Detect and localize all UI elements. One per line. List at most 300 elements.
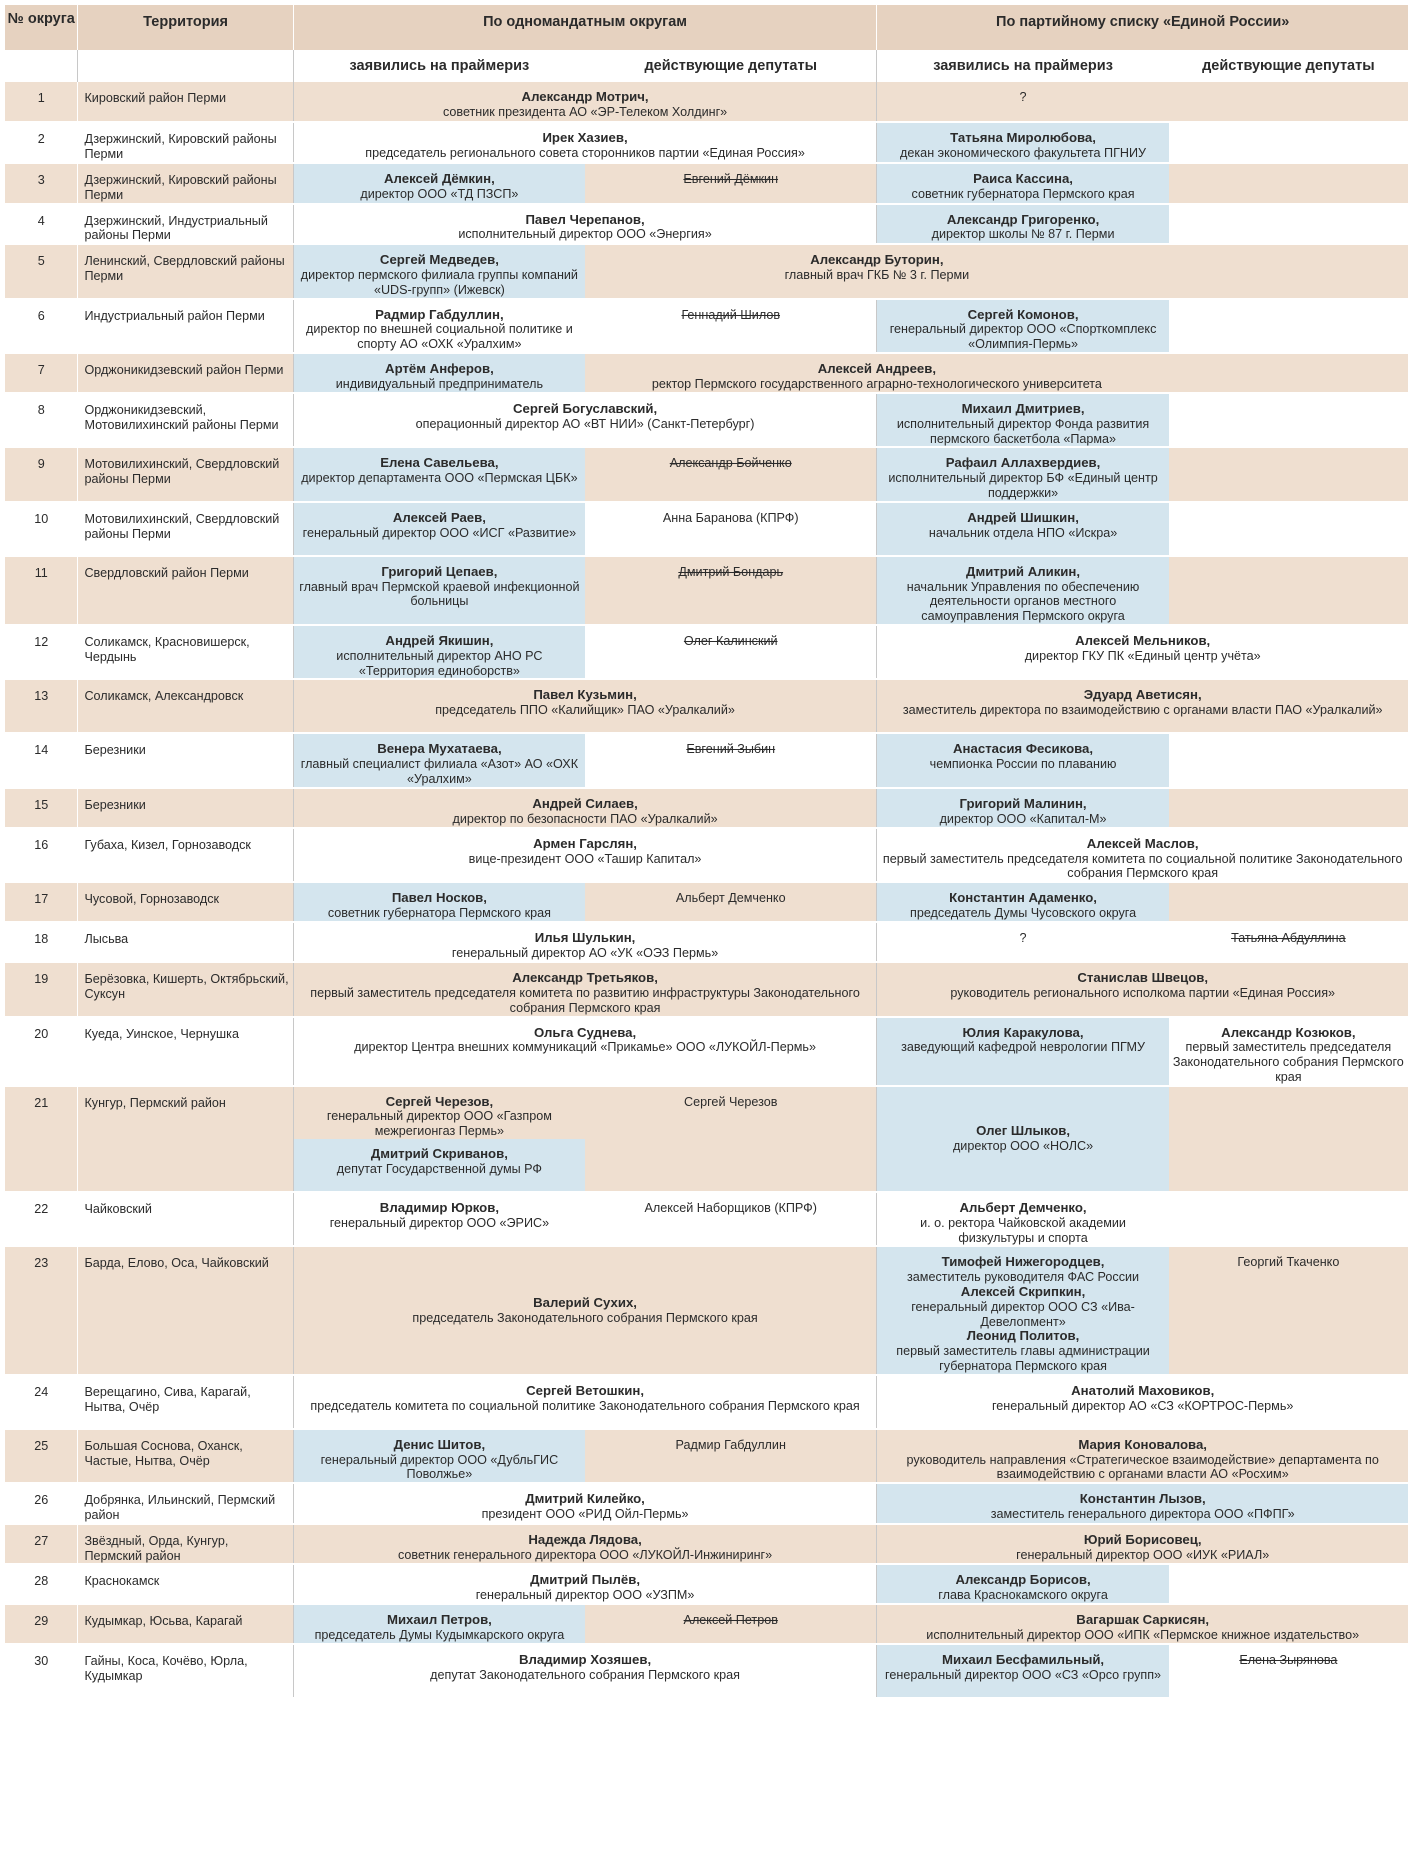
header-territory: Территория — [78, 5, 293, 50]
deputy-name: Анна Баранова (КПРФ) — [662, 510, 799, 525]
subheader-empty-number — [5, 50, 78, 82]
table-row — [5, 557, 1408, 624]
candidate-name: Михаил Петров, — [386, 1612, 492, 1628]
table-row — [5, 1525, 1408, 1564]
table-row — [5, 300, 1408, 352]
single-mandate-current-deputy — [585, 1605, 877, 1643]
party-list-current-deputy — [1169, 503, 1408, 555]
candidate-name: Андрей Шишкин, — [967, 509, 1079, 525]
candidate-name: Анастасия Фесикова, — [953, 741, 1094, 757]
candidate-position: генеральный директор ООО «ЭРИС» — [329, 1215, 550, 1230]
district-number: 16 — [5, 829, 78, 881]
party-list-current-deputy — [1169, 1087, 1408, 1191]
candidate-position: советник губернатора Пермского края — [327, 905, 551, 920]
districts-table-wrapper — [5, 5, 1408, 1699]
candidate-name: Радмир Габдуллин, — [375, 306, 504, 322]
candidate-name: Анатолий Маховиков, — [1071, 1382, 1215, 1398]
candidate-position: начальник Управления по обеспечению деятельности органов местного самоуправления Пермского округа — [906, 579, 1140, 624]
district-number: 14 — [5, 734, 78, 786]
candidate-name: Станислав Швецов, — [1077, 970, 1209, 986]
subheader-single-primary: заявились на праймериз — [293, 50, 585, 82]
candidate-position: депутат Государственной думы РФ — [336, 1161, 542, 1176]
table-row — [5, 734, 1408, 786]
district-number: 2 — [5, 123, 78, 162]
party-list-primary-candidate — [877, 164, 1169, 203]
candidate-name: Эдуард Аветисян, — [1083, 687, 1202, 703]
district-territory: Дзержинский, Индустриальный районы Перми — [78, 205, 293, 244]
candidate-position: председатель регионального совета сторонников партии «Единая Россия» — [365, 145, 805, 160]
former-deputy-name: Геннадий Шилов — [681, 307, 781, 322]
single-mandate-primary-candidate — [293, 883, 585, 921]
table-row — [5, 1565, 1408, 1603]
candidate-position: директор по безопасности ПАО «Уралкалий» — [452, 811, 718, 826]
table-row — [5, 394, 1408, 446]
candidate-position: генеральный директор ООО «УЗПМ» — [475, 1588, 695, 1603]
district-territory: Добрянка, Ильинский, Пермский район — [78, 1484, 293, 1523]
party-list-primary-candidate — [877, 734, 1169, 786]
district-territory: Мотовилихинский, Свердловский районы Перми — [78, 503, 293, 555]
candidate-position: и. о. ректора Чайковской академии физкультуры и спорта — [920, 1215, 1126, 1245]
candidate-name: Рафаил Аллахвердиев, — [945, 455, 1101, 471]
district-number: 18 — [5, 923, 78, 961]
party-list-candidate — [877, 1605, 1408, 1643]
candidate-position: генеральный директор ООО СЗ «Ива-Девелопмент» — [911, 1299, 1135, 1329]
party-list-primary-candidate — [877, 205, 1169, 244]
candidate-name: Олег Шлыков, — [976, 1123, 1071, 1139]
party-list-primary-candidate — [877, 123, 1169, 162]
candidate-name: Сергей Черезов, — [385, 1093, 494, 1109]
candidate-position: глава Краснокамского округа — [938, 1588, 1108, 1603]
candidate-position: председатель ППО «Калийщик» ПАО «Уралкалий» — [435, 703, 735, 718]
party-list-primary-candidate — [877, 448, 1169, 500]
single-mandate-candidate — [293, 1376, 877, 1428]
district-territory: Дзержинский, Кировский районы Перми — [78, 123, 293, 162]
table-row — [5, 448, 1408, 500]
candidate-position: исполнительный директор ООО «Энергия» — [458, 227, 712, 242]
party-list-current-deputy — [1169, 205, 1408, 244]
district-territory: Гайны, Коса, Кочёво, Юрла, Кудымкар — [78, 1645, 293, 1697]
candidate-name: Михаил Бесфамильный, — [942, 1652, 1105, 1668]
single-mandate-candidate — [293, 1645, 877, 1697]
candidate-name: Дмитрий Скриванов, — [370, 1146, 508, 1162]
single-mandate-primary-candidate — [293, 1087, 585, 1139]
candidate-position: операционный директор АО «ВТ НИИ» (Санкт-Петербург) — [415, 416, 755, 431]
single-mandate-current-deputy — [585, 557, 877, 624]
table-row — [5, 1247, 1408, 1373]
candidate-position: заведующий кафедрой неврологии ПГМУ — [901, 1040, 1146, 1055]
candidate-position: заместитель руководителя ФАС России — [907, 1270, 1140, 1285]
party-list-current-deputy — [1169, 1018, 1408, 1085]
candidate-name: Ольга Суднева, — [533, 1024, 637, 1040]
district-number: 12 — [5, 626, 78, 678]
district-territory: Орджоникидзевский район Перми — [78, 354, 293, 392]
candidate-position: руководитель направления «Стратегическое взаимодействие» департамента по взаимодействию с органами власти АО «Росхим» — [906, 1452, 1379, 1482]
party-list-primary-candidate — [877, 1087, 1169, 1191]
candidate-position: генеральный директор АО «СЗ «КОРТРОС-Пермь» — [991, 1398, 1294, 1413]
candidate-position: советник президента АО «ЭР-Телеком Холдинг» — [442, 104, 728, 119]
candidate-name: Григорий Малинин, — [959, 795, 1087, 811]
district-territory: Кировский район Перми — [78, 82, 293, 121]
candidate-position: генеральный директор ООО «ИУК «РИАЛ» — [1016, 1547, 1270, 1562]
candidate-name: Андрей Силаев, — [532, 795, 638, 811]
party-list-primary-candidate — [877, 300, 1169, 352]
party-list-current-deputy — [1169, 557, 1408, 624]
single-mandate-candidate — [293, 1565, 877, 1603]
single-mandate-primary-candidate — [293, 1193, 585, 1245]
district-territory: Большая Соснова, Оханск, Частые, Нытва, Очёр — [78, 1430, 293, 1482]
candidate-name: Татьяна Миролюбова, — [950, 130, 1096, 145]
candidate-name: Александр Третьяков, — [512, 970, 658, 986]
party-list-current-deputy — [1169, 394, 1408, 446]
table-row — [5, 1087, 1408, 1139]
party-list-candidate — [877, 1430, 1408, 1482]
single-mandate-candidate — [293, 1484, 877, 1523]
district-number: 5 — [5, 245, 78, 297]
subheader-party-primary: заявились на праймериз — [877, 50, 1169, 82]
candidate-name: Венера Мухатаева, — [377, 741, 502, 757]
candidate-name: Владимир Хозяшев, — [518, 1652, 652, 1668]
district-number: 23 — [5, 1247, 78, 1373]
party-list-primary-candidate — [877, 1018, 1169, 1085]
single-mandate-primary-candidate — [293, 1605, 585, 1643]
candidate-position: заместитель директора по взаимодействию с органами власти ПАО «Уралкалий» — [902, 703, 1383, 718]
district-territory: Соликамск, Александровск — [78, 680, 293, 732]
candidate-position: исполнительный директор Фонда развития пермского баскетбола «Парма» — [896, 416, 1150, 446]
district-number: 28 — [5, 1565, 78, 1603]
candidate-name: Дмитрий Килейко, — [525, 1491, 645, 1507]
party-list-primary-candidate — [877, 82, 1169, 121]
table-row — [5, 1018, 1408, 1085]
candidate-name: Александр Григоренко, — [946, 211, 1100, 227]
table-row — [5, 503, 1408, 555]
candidate-name: Александр Борисов, — [955, 1572, 1091, 1588]
candidate-name: Алексей Маслов, — [1086, 835, 1199, 851]
candidate-position: советник генерального директора ООО «ЛУКОЙЛ-Инжиниринг» — [397, 1547, 773, 1562]
subheader-empty-territory — [78, 50, 293, 82]
former-deputy-name: Дмитрий Бондарь — [678, 564, 784, 579]
candidate-name: Константин Лызов, — [1079, 1491, 1206, 1507]
candidate-position: депутат Законодательного собрания Пермского края — [430, 1668, 740, 1683]
former-deputy-name: Евгений Дёмкин — [683, 172, 779, 186]
table-row — [5, 164, 1408, 203]
candidate-name: Дмитрий Пылёв, — [530, 1572, 640, 1588]
district-number: 3 — [5, 164, 78, 203]
candidate-position: генеральный директор ООО «СЗ «Орсо групп» — [885, 1668, 1162, 1683]
table-row — [5, 963, 1408, 1015]
candidate-name: Сергей Ветошкин, — [526, 1382, 644, 1398]
single-mandate-primary-candidate — [293, 448, 585, 500]
deputy-name: Сергей Черезов — [684, 1094, 778, 1109]
party-list-current-deputy — [1169, 448, 1408, 500]
candidate-position: директор Центра внешних коммуникаций «Прикамье» ООО «ЛУКОЙЛ-Пермь» — [354, 1040, 816, 1055]
table-row — [5, 1376, 1408, 1428]
candidate-position: генеральный директор АО «УК «ОЭЗ Пермь» — [451, 945, 719, 960]
district-number: 17 — [5, 883, 78, 921]
candidate-name: Илья Шулькин, — [534, 930, 636, 946]
candidate-position: директор ООО «Капитал-М» — [939, 811, 1107, 826]
single-mandate-candidate — [293, 789, 877, 827]
district-territory: Куеда, Уинское, Чернушка — [78, 1018, 293, 1085]
candidate-name: Сергей Комонов, — [967, 306, 1079, 322]
candidate-position: председатель Думы Кудымкарского округа — [314, 1628, 565, 1643]
candidate-position: главный специалист филиала «Азот» АО «ОХК «Уралхим» — [300, 757, 579, 786]
single-mandate-primary-candidate — [293, 354, 585, 392]
party-list-candidate — [877, 680, 1408, 732]
table-row — [5, 626, 1408, 678]
candidate-position: генеральный директор ООО «ДубльГИС Поволжье» — [320, 1452, 559, 1482]
candidate-position: директор по внешней социальной политике и спорту АО «ОХК «Уралхим» — [306, 322, 573, 352]
candidate-position: директор школы № 87 г. Перми — [931, 227, 1115, 242]
candidate-position: исполнительный директор АНО РС «Территория единоборств» — [336, 648, 543, 678]
former-deputy-name: Евгений Зыбин — [686, 742, 776, 757]
district-territory: Берёзовка, Кишерть, Октябрьский, Суксун — [78, 963, 293, 1015]
party-list-primary-candidate — [877, 394, 1169, 446]
table-row — [5, 123, 1408, 162]
party-list-current-deputy — [1169, 1193, 1408, 1245]
single-mandate-current-deputy — [585, 300, 877, 352]
subheader-party-deputies: действующие депутаты — [1169, 50, 1408, 82]
candidate-name: Леонид Политов, — [966, 1328, 1080, 1344]
district-number: 9 — [5, 448, 78, 500]
header-party-list: По партийному списку «Единой России» — [877, 5, 1408, 50]
party-list-current-deputy — [1169, 883, 1408, 921]
district-number: 24 — [5, 1376, 78, 1428]
candidate-name: Надежда Лядова, — [528, 1531, 642, 1547]
party-list-primary-candidate — [877, 557, 1169, 624]
deputy-name: ? — [1019, 90, 1027, 104]
deputy-name: Радмир Габдуллин — [675, 1437, 786, 1452]
header-single-mandate: По одномандатным округам — [293, 5, 877, 50]
district-territory: Верещагино, Сива, Карагай, Нытва, Очёр — [78, 1376, 293, 1428]
table-row — [5, 1193, 1408, 1245]
district-number: 13 — [5, 680, 78, 732]
candidate-name: Александр Буторин, — [810, 252, 944, 268]
district-territory: Губаха, Кизел, Горнозаводск — [78, 829, 293, 881]
single-mandate-primary-candidate — [293, 300, 585, 352]
candidate-position: руководитель регионального исполкома партии «Единая Россия» — [950, 985, 1336, 1000]
candidate-position: председатель комитета по социальной политике Законодательного собрания Пермского края — [310, 1398, 860, 1413]
former-deputy-name: Татьяна Абдуллина — [1231, 931, 1346, 946]
party-list-candidate — [877, 1484, 1408, 1523]
party-list-current-deputy — [1169, 354, 1408, 392]
candidate-name: Юрий Борисовец, — [1083, 1531, 1202, 1547]
single-mandate-candidate — [293, 205, 877, 244]
party-list-primary-candidate — [877, 789, 1169, 827]
party-list-current-deputy — [1169, 789, 1408, 827]
district-territory: Дзержинский, Кировский районы Перми — [78, 164, 293, 203]
candidate-position: генеральный директор ООО «Спорткомплекс «Олимпия-Пермь» — [889, 322, 1157, 352]
party-list-primary-candidate — [877, 923, 1169, 961]
candidate-name: Тимофей Нижегородцев, — [941, 1254, 1105, 1270]
district-number: 29 — [5, 1605, 78, 1643]
row-separator-cell — [5, 1697, 1408, 1699]
single-mandate-candidate — [293, 680, 877, 732]
district-number: 7 — [5, 354, 78, 392]
candidate-name: Юлия Каракулова, — [962, 1024, 1084, 1040]
party-list-current-deputy — [1169, 923, 1408, 961]
single-mandate-primary-candidate — [293, 245, 585, 297]
district-number: 10 — [5, 503, 78, 555]
candidate-position: директор пермского филиала группы компаний «UDS-групп» (Ижевск) — [300, 267, 578, 297]
candidate-name: Валерий Сухих, — [533, 1294, 637, 1310]
former-deputy-name: Алексей Петров — [683, 1613, 778, 1628]
party-list-candidate — [877, 626, 1408, 678]
candidate-name: Мария Коновалова, — [1078, 1436, 1207, 1452]
district-number: 20 — [5, 1018, 78, 1085]
candidate-position: директор ООО «ТД ПЗСП» — [360, 186, 519, 201]
candidate-name: Денис Шитов, — [393, 1436, 486, 1452]
district-number: 15 — [5, 789, 78, 827]
single-mandate-current-deputy — [585, 164, 877, 203]
single-mandate-primary-candidate — [293, 1430, 585, 1482]
table-row — [5, 923, 1408, 961]
districts-table — [5, 5, 1408, 1699]
candidate-position: исполнительный директор ООО «ИПК «Пермское книжное издательство» — [926, 1628, 1360, 1643]
candidate-name: Ирек Хазиев, — [542, 130, 628, 145]
deputy-name: Алексей Наборщиков (КПРФ) — [644, 1201, 817, 1216]
party-list-current-deputy — [1169, 82, 1408, 121]
candidate-position: заместитель генерального директора ООО «ПФПГ» — [990, 1507, 1295, 1522]
candidate-position: главный врач Пермской краевой инфекционной больницы — [299, 579, 580, 609]
party-list-primary-candidate — [877, 1565, 1169, 1603]
table-row — [5, 1605, 1408, 1643]
candidate-name: Александр Козюков, — [1221, 1024, 1356, 1040]
candidate-position: директор ООО «НОЛС» — [952, 1138, 1094, 1153]
district-territory: Березники — [78, 734, 293, 786]
candidate-position: генеральный директор ООО «Газпром межрегионгаз Пермь» — [326, 1109, 552, 1139]
district-number: 1 — [5, 82, 78, 121]
candidate-name: Дмитрий Аликин, — [966, 563, 1081, 579]
district-territory: Звёздный, Орда, Кунгур, Пермский район — [78, 1525, 293, 1564]
single-mandate-current-deputy — [585, 354, 1169, 392]
party-list-current-deputy — [1169, 300, 1408, 352]
table-row — [5, 205, 1408, 244]
party-list-candidate — [877, 1376, 1408, 1428]
party-list-current-deputy — [1169, 1565, 1408, 1603]
party-list-candidate — [877, 829, 1408, 881]
district-territory: Чусовой, Горнозаводск — [78, 883, 293, 921]
single-mandate-primary-candidate — [293, 557, 585, 624]
single-mandate-candidate — [293, 123, 877, 162]
district-territory: Барда, Елово, Оса, Чайковский — [78, 1247, 293, 1373]
candidate-name: Артём Анферов, — [385, 360, 494, 376]
single-mandate-primary-candidate — [293, 164, 585, 203]
single-mandate-current-deputy — [585, 503, 877, 555]
table-row — [5, 829, 1408, 881]
candidate-name: Алексей Раев, — [392, 509, 486, 525]
district-territory: Свердловский район Перми — [78, 557, 293, 624]
single-mandate-current-deputy — [585, 1430, 877, 1482]
table-row — [5, 1430, 1408, 1482]
party-list-primary-candidate — [877, 503, 1169, 555]
candidate-position: вице-президент ООО «Ташир Капитал» — [468, 851, 702, 866]
district-territory: Соликамск, Красновишерск, Чердынь — [78, 626, 293, 678]
district-territory: Краснокамск — [78, 1565, 293, 1603]
subheader-single-deputies: действующие депутаты — [585, 50, 877, 82]
district-number: 6 — [5, 300, 78, 352]
district-number: 21 — [5, 1087, 78, 1191]
party-list-primary-candidate — [877, 1193, 1169, 1245]
single-mandate-current-deputy — [585, 245, 1169, 297]
candidate-name: Сергей Медведев, — [379, 252, 499, 268]
candidate-position: ректор Пермского государственного аграрно-технологического университета — [651, 376, 1102, 391]
candidate-name: Александр Мотрич, — [521, 89, 649, 104]
party-list-current-deputy — [1169, 164, 1408, 203]
single-mandate-candidate — [293, 82, 877, 121]
candidate-position: первый заместитель председателя комитета по развитию инфраструктуры Законодательного собрания Пермского края — [310, 985, 860, 1015]
candidate-position: главный врач ГКБ № 3 г. Перми — [784, 267, 970, 282]
candidate-name: Павел Носков, — [391, 890, 487, 906]
candidate-name: Константин Адаменко, — [949, 890, 1097, 906]
table-row — [5, 82, 1408, 121]
single-mandate-current-deputy — [585, 1087, 877, 1191]
district-number: 4 — [5, 205, 78, 244]
former-deputy-name: Олег Калинский — [683, 633, 778, 648]
candidate-name: Сергей Богуславский, — [512, 400, 658, 416]
single-mandate-primary-candidate — [293, 626, 585, 678]
district-number: 11 — [5, 557, 78, 624]
single-mandate-primary-candidate — [293, 1139, 585, 1191]
district-territory: Орджоникидзевский, Мотовилихинский районы Перми — [78, 394, 293, 446]
candidate-name: Алексей Мельников, — [1075, 632, 1211, 648]
district-number: 22 — [5, 1193, 78, 1245]
candidate-name: Михаил Дмитриев, — [961, 400, 1085, 416]
party-list-candidate — [877, 1525, 1408, 1564]
party-list-candidate — [877, 963, 1408, 1015]
district-number: 26 — [5, 1484, 78, 1523]
district-number: 25 — [5, 1430, 78, 1482]
single-mandate-candidate — [293, 829, 877, 881]
district-number: 30 — [5, 1645, 78, 1697]
table-row — [5, 883, 1408, 921]
single-mandate-primary-candidate — [293, 503, 585, 555]
district-territory: Мотовилихинский, Свердловский районы Перми — [78, 448, 293, 500]
candidate-position: исполнительный директор БФ «Единый центр поддержки» — [888, 471, 1158, 500]
district-number: 19 — [5, 963, 78, 1015]
party-list-current-deputy — [1169, 245, 1408, 297]
candidate-position: директор департамента ООО «Пермская ЦБК» — [301, 471, 578, 486]
party-list-current-deputy — [1169, 1645, 1408, 1697]
district-territory: Ленинский, Свердловский районы Перми — [78, 245, 293, 297]
table-row — [5, 354, 1408, 392]
candidate-name: Григорий Цепаев, — [381, 563, 498, 579]
candidate-position: советник губернатора Пермского края — [911, 186, 1135, 201]
row-separator — [5, 1697, 1408, 1699]
single-mandate-candidate — [293, 394, 877, 446]
candidate-position: индивидуальный предприниматель — [335, 376, 544, 391]
single-mandate-current-deputy — [585, 883, 877, 921]
district-territory: Лысьва — [78, 923, 293, 961]
party-list-primary-candidate — [877, 1247, 1169, 1373]
candidate-position: первый заместитель главы администрации губернатора Пермского края — [896, 1344, 1150, 1374]
former-deputy-name: Александр Бойченко — [669, 456, 792, 471]
single-mandate-candidate — [293, 923, 877, 961]
candidate-position: первый заместитель председателя Законодательного собрания Пермского края — [1172, 1040, 1404, 1084]
table-row — [5, 1484, 1408, 1523]
party-list-primary-candidate — [877, 1645, 1169, 1697]
candidate-name: Елена Савельева, — [380, 455, 499, 471]
candidate-position: директор ГКУ ПК «Единый центр учёта» — [1024, 648, 1261, 663]
districts-table-body — [5, 82, 1408, 1699]
single-mandate-candidate — [293, 1525, 877, 1564]
deputy-name: Альберт Демченко — [675, 891, 786, 906]
table-row — [5, 245, 1408, 297]
candidate-name: Раиса Кассина, — [973, 171, 1073, 186]
candidate-name: Алексей Скрипкин, — [960, 1284, 1086, 1300]
single-mandate-candidate — [293, 963, 877, 1015]
candidate-position: генеральный директор ООО «ИСГ «Развитие» — [302, 525, 577, 540]
deputy-name: ? — [1019, 931, 1027, 946]
